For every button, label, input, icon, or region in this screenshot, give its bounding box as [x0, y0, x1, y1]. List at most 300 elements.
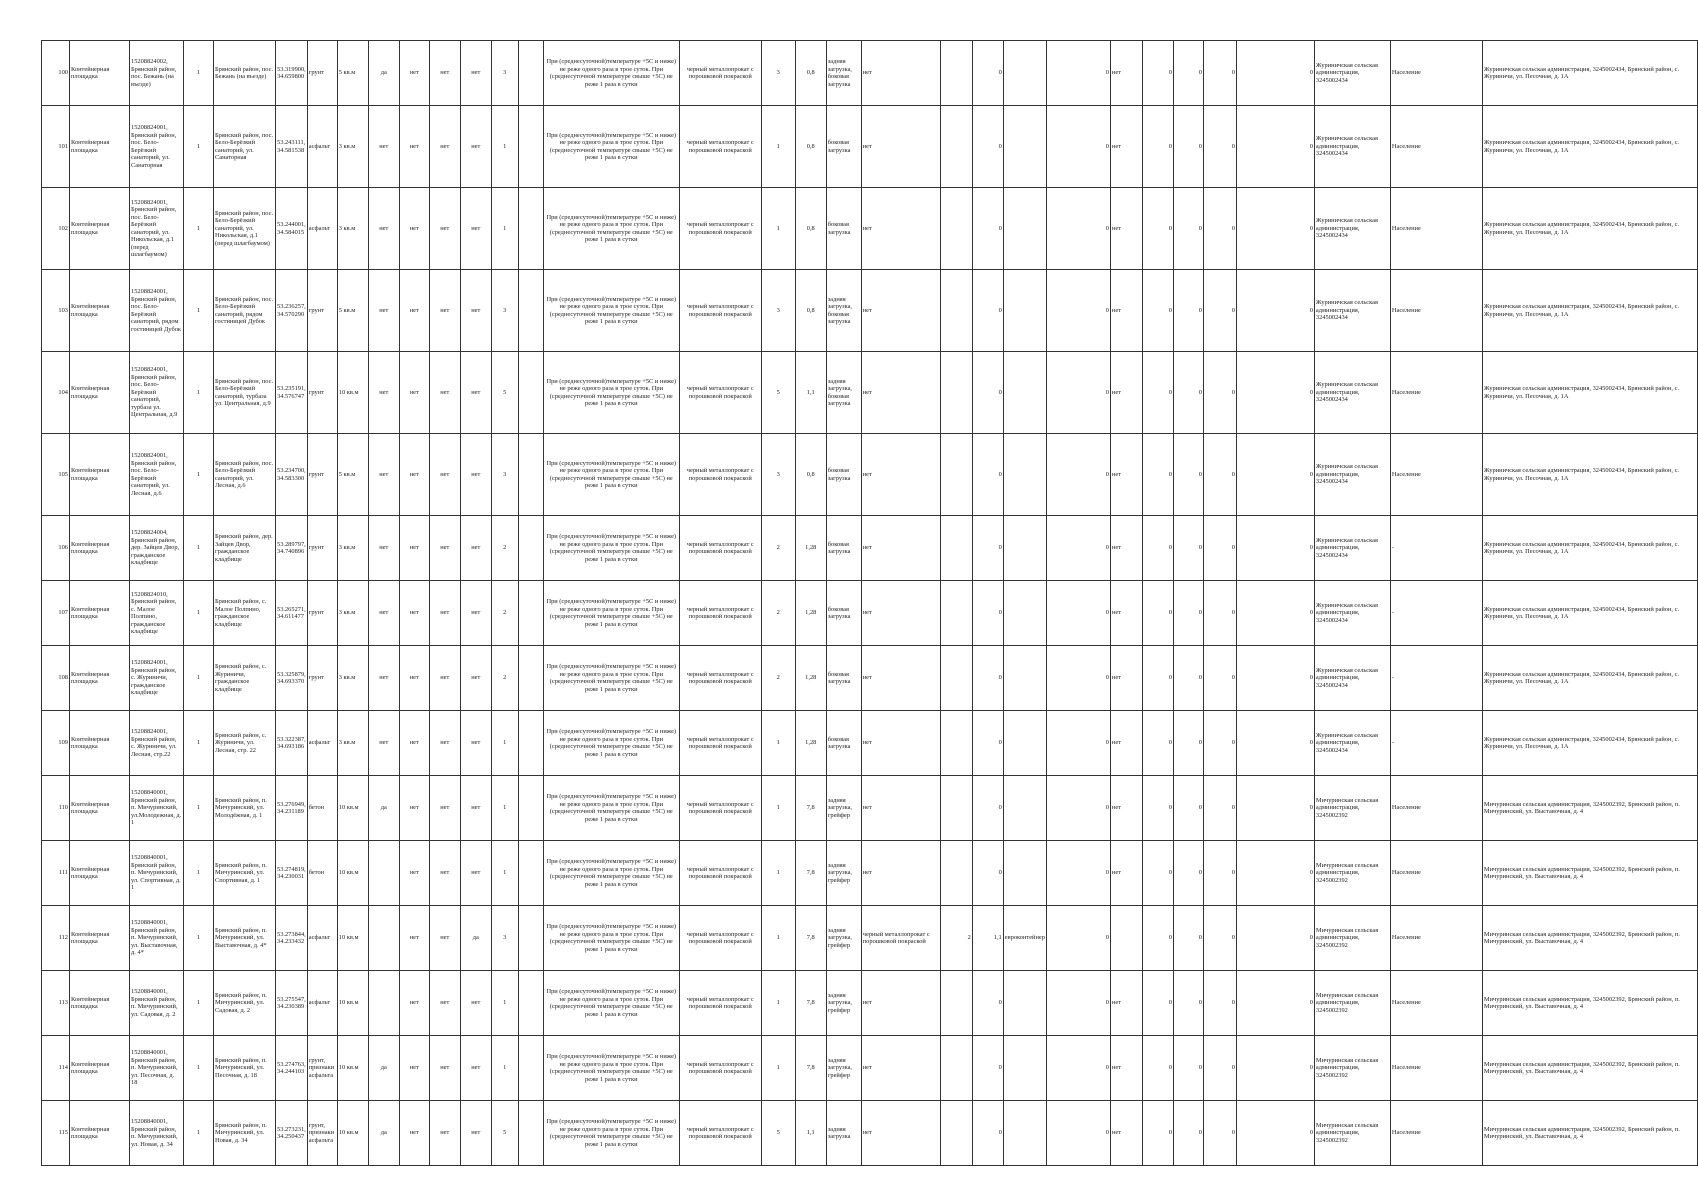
separate-count: 0 [1203, 1036, 1236, 1101]
bunker-planned: 0 [1173, 270, 1203, 352]
container-slots: 1 [491, 971, 518, 1036]
served-source: - [1390, 711, 1482, 776]
site-identifier: 15208824002, Брянский район, пос. Бежань (на въезде) [130, 41, 184, 106]
bunker-count: 0 [1046, 270, 1110, 352]
fence-flag: нет [368, 106, 399, 188]
drainage-flag: нет [429, 270, 460, 352]
canopy-flag: нет [399, 711, 429, 776]
unit-count: 1 [184, 581, 214, 646]
container-volume: 1,1 [795, 352, 826, 434]
canopy-flag: нет [399, 106, 429, 188]
bunker-volume: 0 [1142, 906, 1173, 971]
fence-flag: нет [368, 352, 399, 434]
loading-type: задняя загрузка, боковая загрузка [826, 352, 861, 434]
planned-type [1003, 841, 1046, 906]
planned-volume: 0 [972, 352, 1003, 434]
site-area: 10 кв.м [337, 352, 368, 434]
container-count: 1 [761, 711, 795, 776]
container-count: 2 [761, 646, 795, 711]
planned-count [940, 188, 972, 270]
container-volume: 0,8 [795, 270, 826, 352]
separate-count: 0 [1203, 711, 1236, 776]
bunker-planned: 0 [1173, 1036, 1203, 1101]
bunker-count: 0 [1046, 646, 1110, 711]
bunker-count: 0 [1046, 776, 1110, 841]
surface-type: асфальт [307, 906, 337, 971]
site-identifier: 15208840001, Брянский район, п. Мичуринский, ул.Молодежная, д. 1 [130, 776, 184, 841]
bunker-volume: 0 [1142, 971, 1173, 1036]
owner-info: Мичуринская сельская администрация, 3245002392 [1314, 971, 1390, 1036]
spacer-cell [518, 1036, 543, 1101]
collection-schedule: При (среднесуточной)температуре +5С и ниже) не реже одного раза в трое суток. При (среднесуточной температуре свыше +5С) не реже 1 раза в сутки [543, 841, 679, 906]
site-identifier: 15208824001, Брянский район, с. Журиничи, гражданское кладбище [130, 646, 184, 711]
canopy-flag: нет [399, 270, 429, 352]
site-type: Контейнерная площадка [70, 106, 130, 188]
bunker-volume: 0 [1142, 841, 1173, 906]
collection-schedule: При (среднесуточной)температуре +5С и ниже) не реже одного раза в трое суток. При (среднесуточной температуре свыше +5С) не реже 1 раза в сутки [543, 106, 679, 188]
loading-type: боковая загрузка [826, 434, 861, 516]
bunker-planned: 0 [1173, 434, 1203, 516]
spacer-cell [518, 270, 543, 352]
container-slots: 3 [491, 434, 518, 516]
table-row [42, 776, 1698, 841]
planned-count: 2 [940, 906, 972, 971]
collection-schedule: При (среднесуточной)температуре +5С и ниже) не реже одного раза в трое суток. При (среднесуточной температуре свыше +5С) не реже 1 раза в сутки [543, 352, 679, 434]
owner-info: Журиничская сельская администрация, 3245002434 [1314, 434, 1390, 516]
planned-type [1003, 776, 1046, 841]
site-area: 3 кв.м [337, 711, 368, 776]
site-area: 5 кв.м [337, 41, 368, 106]
spacer-cell [518, 711, 543, 776]
container-volume: 0,8 [795, 434, 826, 516]
bunker-material: нет [1110, 776, 1142, 841]
collection-schedule: При (среднесуточной)температуре +5С и ниже) не реже одного раза в трое суток. При (среднесуточной температуре свыше +5С) не реже 1 раза в сутки [543, 434, 679, 516]
container-volume: 1,28 [795, 711, 826, 776]
site-area: 10 кв.м [337, 971, 368, 1036]
table-row [42, 971, 1698, 1036]
owner-info: Журиничская сельская администрация, 3245002434 [1314, 188, 1390, 270]
site-coordinates: 53.273844, 34.233432 [276, 906, 308, 971]
lighting-flag: нет [460, 776, 491, 841]
container-count: 1 [761, 906, 795, 971]
row-number: 111 [42, 841, 70, 906]
bunker-volume: 0 [1142, 776, 1173, 841]
surface-type: грунт, признаки асфальта [307, 1101, 337, 1166]
container-sites-table [41, 40, 1698, 1166]
lighting-flag: нет [460, 41, 491, 106]
canopy-flag: нет [399, 776, 429, 841]
container-volume: 0,8 [795, 41, 826, 106]
planned-material: нет [861, 1101, 940, 1166]
owner-info: Мичуринская сельская администрация, 3245002392 [1314, 776, 1390, 841]
site-address: Брянский район, п. Мичуринский, ул. Спортивная, д. 1 [214, 841, 276, 906]
served-source: Население [1390, 106, 1482, 188]
container-slots: 3 [491, 41, 518, 106]
site-coordinates: 53.236257, 34.570290 [276, 270, 308, 352]
served-source: Население [1390, 352, 1482, 434]
planned-type [1003, 434, 1046, 516]
site-area: 3 кв.м [337, 581, 368, 646]
lighting-flag: нет [460, 581, 491, 646]
bunker-planned: 0 [1173, 352, 1203, 434]
table-row [42, 646, 1698, 711]
spacer-cell [518, 581, 543, 646]
row-number: 102 [42, 188, 70, 270]
lighting-flag: нет [460, 188, 491, 270]
site-identifier: 15208824001, Брянский район, с. Журиничи, ул. Лесная, стр.22 [130, 711, 184, 776]
canopy-flag: нет [399, 41, 429, 106]
collection-schedule: При (среднесуточной)температуре +5С и ниже) не реже одного раза в трое суток. При (среднесуточной температуре свыше +5С) не реже 1 раза в сутки [543, 581, 679, 646]
collection-schedule: При (среднесуточной)температуре +5С и ниже) не реже одного раза в трое суток. При (среднесуточной температуре свыше +5С) не реже 1 раза в сутки [543, 270, 679, 352]
fence-flag: да [368, 776, 399, 841]
spacer-cell [518, 646, 543, 711]
site-coordinates: 53.243111, 34.581538 [276, 106, 308, 188]
planned-count [940, 352, 972, 434]
site-address: Брянский район, пос. Бежань (на въезде) [214, 41, 276, 106]
bunker-count: 0 [1046, 906, 1110, 971]
site-coordinates: 53.275547, 34.230389 [276, 971, 308, 1036]
bunker-planned: 0 [1173, 906, 1203, 971]
container-volume: 7,8 [795, 906, 826, 971]
owner-info: Журиничская сельская администрация, 3245002434 [1314, 646, 1390, 711]
separate-volume: 0 [1236, 906, 1314, 971]
separate-count: 0 [1203, 646, 1236, 711]
loading-type: боковая загрузка [826, 516, 861, 581]
separate-volume: 0 [1236, 841, 1314, 906]
planned-count [940, 1101, 972, 1166]
site-area: 10 кв.м [337, 906, 368, 971]
bunker-material: нет [1110, 516, 1142, 581]
container-slots: 2 [491, 516, 518, 581]
bunker-volume: 0 [1142, 434, 1173, 516]
bunker-volume: 0 [1142, 41, 1173, 106]
fence-flag: нет [368, 646, 399, 711]
bunker-planned: 0 [1173, 581, 1203, 646]
site-address: Брянский район, с. Журиничи, гражданское кладбище [214, 646, 276, 711]
lighting-flag: нет [460, 1101, 491, 1166]
unit-count: 1 [184, 711, 214, 776]
planned-count [940, 841, 972, 906]
fence-flag: да [368, 1101, 399, 1166]
unit-count: 1 [184, 434, 214, 516]
organization-info: Журиничская сельская администрация, 3245002434, Брянский район, с. Журиничи, ул. Песочная, д. 1А [1482, 41, 1697, 106]
planned-volume: 0 [972, 1101, 1003, 1166]
separate-volume: 0 [1236, 1101, 1314, 1166]
served-source: Население [1390, 841, 1482, 906]
site-type: Контейнерная площадка [70, 841, 130, 906]
planned-type [1003, 352, 1046, 434]
owner-info: Мичуринская сельская администрация, 3245002392 [1314, 841, 1390, 906]
site-coordinates: 53.273231, 34.250437 [276, 1101, 308, 1166]
row-number: 115 [42, 1101, 70, 1166]
planned-volume: 0 [972, 711, 1003, 776]
unit-count: 1 [184, 1101, 214, 1166]
separate-volume: 0 [1236, 41, 1314, 106]
container-material: черный металлопрокат с порошковой покраской [679, 188, 761, 270]
container-volume: 0,8 [795, 106, 826, 188]
bunker-count: 0 [1046, 188, 1110, 270]
bunker-planned: 0 [1173, 711, 1203, 776]
collection-schedule: При (среднесуточной)температуре +5С и ниже) не реже одного раза в трое суток. При (среднесуточной температуре свыше +5С) не реже 1 раза в сутки [543, 188, 679, 270]
fence-flag: нет [368, 581, 399, 646]
site-address: Брянский район, п. Мичуринский, ул. Молодёжная, д. 1 [214, 776, 276, 841]
container-material: черный металлопрокат с порошковой покраской [679, 1036, 761, 1101]
site-address: Брянский район, п. Мичуринский, ул. Выставочная, д. 4* [214, 906, 276, 971]
planned-count [940, 971, 972, 1036]
planned-count [940, 711, 972, 776]
surface-type: грунт, признаки асфальта [307, 1036, 337, 1101]
served-source: Население [1390, 776, 1482, 841]
bunker-material: нет [1110, 971, 1142, 1036]
separate-volume: 0 [1236, 270, 1314, 352]
container-count: 2 [761, 581, 795, 646]
bunker-volume: 0 [1142, 581, 1173, 646]
container-material: черный металлопрокат с порошковой покраской [679, 971, 761, 1036]
organization-info: Мичуринская сельская администрация, 3245002392, Брянский район, п. Мичуринский, ул. Выставочная, д. 4 [1482, 1036, 1697, 1101]
separate-count: 0 [1203, 106, 1236, 188]
planned-material: нет [861, 581, 940, 646]
site-type: Контейнерная площадка [70, 1036, 130, 1101]
container-count: 3 [761, 41, 795, 106]
planned-volume: 0 [972, 581, 1003, 646]
loading-type: задняя загрузка [826, 1101, 861, 1166]
container-volume: 7,8 [795, 1036, 826, 1101]
bunker-count: 0 [1046, 41, 1110, 106]
planned-count [940, 516, 972, 581]
planned-material: нет [861, 841, 940, 906]
container-count: 1 [761, 1036, 795, 1101]
table-row [42, 434, 1698, 516]
fence-flag: нет [368, 434, 399, 516]
served-source: Население [1390, 434, 1482, 516]
site-address: Брянский район, пос. Бело-Берёзкий санаторий, ул. Санаторная [214, 106, 276, 188]
unit-count: 1 [184, 516, 214, 581]
loading-type: задняя загрузка, грейфер [826, 776, 861, 841]
spacer-cell [518, 106, 543, 188]
canopy-flag: нет [399, 841, 429, 906]
site-type: Контейнерная площадка [70, 711, 130, 776]
site-area: 10 кв.м [337, 1036, 368, 1101]
separate-count: 0 [1203, 188, 1236, 270]
bunker-planned: 0 [1173, 41, 1203, 106]
separate-count: 0 [1203, 270, 1236, 352]
row-number: 112 [42, 906, 70, 971]
fence-flag: нет [368, 516, 399, 581]
drainage-flag: нет [429, 841, 460, 906]
collection-schedule: При (среднесуточной)температуре +5С и ниже) не реже одного раза в трое суток. При (среднесуточной температуре свыше +5С) не реже 1 раза в сутки [543, 1101, 679, 1166]
unit-count: 1 [184, 1036, 214, 1101]
bunker-volume: 0 [1142, 352, 1173, 434]
surface-type: асфальт [307, 106, 337, 188]
site-identifier: 15208840001, Брянский район, п. Мичуринский, ул. Спортивная, д. 1 [130, 841, 184, 906]
separate-volume: 0 [1236, 711, 1314, 776]
planned-material: нет [861, 1036, 940, 1101]
separate-count: 0 [1203, 776, 1236, 841]
canopy-flag: нет [399, 646, 429, 711]
planned-volume: 0 [972, 1036, 1003, 1101]
planned-volume: 0 [972, 41, 1003, 106]
fence-flag: нет [368, 270, 399, 352]
bunker-count: 0 [1046, 434, 1110, 516]
container-count: 5 [761, 352, 795, 434]
planned-volume: 1,1 [972, 906, 1003, 971]
site-address: Брянский район, п. Мичуринский, ул. Садовая, д. 2 [214, 971, 276, 1036]
site-area: 3 кв.м [337, 188, 368, 270]
separate-count: 0 [1203, 906, 1236, 971]
spacer-cell [518, 41, 543, 106]
site-address: Брянский район, пос. Бело-Берёзкий санаторий, ул. Никольская, д.1 (перед шлагбаумом) [214, 188, 276, 270]
planned-material: нет [861, 434, 940, 516]
bunker-count: 0 [1046, 106, 1110, 188]
separate-count: 0 [1203, 352, 1236, 434]
drainage-flag: нет [429, 906, 460, 971]
site-address: Брянский район, с. Журиничи, ул. Лесная, стр. 22 [214, 711, 276, 776]
planned-volume: 0 [972, 841, 1003, 906]
bunker-planned: 0 [1173, 188, 1203, 270]
separate-count: 0 [1203, 971, 1236, 1036]
canopy-flag: нет [399, 188, 429, 270]
bunker-material: нет [1110, 646, 1142, 711]
owner-info: Журиничская сельская администрация, 3245002434 [1314, 106, 1390, 188]
drainage-flag: нет [429, 434, 460, 516]
drainage-flag: нет [429, 188, 460, 270]
spacer-cell [518, 1101, 543, 1166]
site-coordinates: 53.274763, 34.244103 [276, 1036, 308, 1101]
lighting-flag: нет [460, 434, 491, 516]
spacer-cell [518, 352, 543, 434]
surface-type: грунт [307, 352, 337, 434]
planned-count [940, 434, 972, 516]
row-number: 113 [42, 971, 70, 1036]
row-number: 107 [42, 581, 70, 646]
bunker-planned: 0 [1173, 516, 1203, 581]
site-address: Брянский район, пос. Бело-Берёзкий санаторий, ул. Лесная, д.6 [214, 434, 276, 516]
bunker-material: нет [1110, 581, 1142, 646]
planned-type [1003, 106, 1046, 188]
row-number: 105 [42, 434, 70, 516]
canopy-flag: нет [399, 516, 429, 581]
planned-volume: 0 [972, 270, 1003, 352]
planned-type [1003, 188, 1046, 270]
separate-volume: 0 [1236, 106, 1314, 188]
bunker-volume: 0 [1142, 270, 1173, 352]
container-count: 1 [761, 776, 795, 841]
container-slots: 1 [491, 188, 518, 270]
site-area: 5 кв.м [337, 270, 368, 352]
table-row [42, 711, 1698, 776]
loading-type: боковая загрузка [826, 646, 861, 711]
spacer-cell [518, 776, 543, 841]
site-area: 3 кв.м [337, 516, 368, 581]
canopy-flag: нет [399, 352, 429, 434]
container-material: черный металлопрокат с порошковой покраской [679, 434, 761, 516]
served-source: - [1390, 646, 1482, 711]
separate-count: 0 [1203, 581, 1236, 646]
planned-volume: 0 [972, 434, 1003, 516]
separate-volume: 0 [1236, 581, 1314, 646]
spacer-cell [518, 906, 543, 971]
unit-count: 1 [184, 270, 214, 352]
fence-flag: да [368, 41, 399, 106]
site-area: 3 кв.м [337, 106, 368, 188]
canopy-flag: нет [399, 434, 429, 516]
lighting-flag: нет [460, 646, 491, 711]
table-row [42, 581, 1698, 646]
planned-material: нет [861, 711, 940, 776]
container-material: черный металлопрокат с порошковой покраской [679, 646, 761, 711]
bunker-count: 0 [1046, 581, 1110, 646]
site-type: Контейнерная площадка [70, 188, 130, 270]
loading-type: боковая загрузка [826, 188, 861, 270]
site-type: Контейнерная площадка [70, 516, 130, 581]
fence-flag [368, 841, 399, 906]
unit-count: 1 [184, 41, 214, 106]
site-coordinates: 53.235191, 34.576747 [276, 352, 308, 434]
site-coordinates: 53.322387, 34.693186 [276, 711, 308, 776]
container-slots: 2 [491, 646, 518, 711]
organization-info: Журиничская сельская администрация, 3245002434, Брянский район, с. Журиничи, ул. Песочная, д. 1А [1482, 516, 1697, 581]
loading-type: задняя загрузка, грейфер [826, 841, 861, 906]
bunker-material: нет [1110, 1036, 1142, 1101]
bunker-volume: 0 [1142, 106, 1173, 188]
container-slots: 3 [491, 270, 518, 352]
surface-type: грунт [307, 581, 337, 646]
bunker-material: нет [1110, 41, 1142, 106]
row-number: 106 [42, 516, 70, 581]
bunker-material: нет [1110, 841, 1142, 906]
bunker-count: 0 [1046, 841, 1110, 906]
container-slots: 5 [491, 352, 518, 434]
served-source: - [1390, 581, 1482, 646]
served-source: Население [1390, 971, 1482, 1036]
site-coordinates: 53.319900, 34.659800 [276, 41, 308, 106]
bunker-planned: 0 [1173, 1101, 1203, 1166]
table-row [42, 41, 1698, 106]
bunker-count: 0 [1046, 971, 1110, 1036]
container-count: 1 [761, 188, 795, 270]
table-row [42, 516, 1698, 581]
site-type: Контейнерная площадка [70, 270, 130, 352]
bunker-material: нет [1110, 352, 1142, 434]
site-type: Контейнерная площадка [70, 906, 130, 971]
collection-schedule: При (среднесуточной)температуре +5С и ниже) не реже одного раза в трое суток. При (среднесуточной температуре свыше +5С) не реже 1 раза в сутки [543, 906, 679, 971]
separate-count: 0 [1203, 434, 1236, 516]
container-slots: 3 [491, 906, 518, 971]
site-address: Брянский район, дер. Зайцев Двор, гражданское кладбище [214, 516, 276, 581]
site-area: 3 кв.м [337, 646, 368, 711]
bunker-planned: 0 [1173, 646, 1203, 711]
container-material: черный металлопрокат с порошковой покраской [679, 776, 761, 841]
site-area: 5 кв.м [337, 434, 368, 516]
bunker-count: 0 [1046, 1101, 1110, 1166]
served-source: Население [1390, 1036, 1482, 1101]
site-identifier: 15208840001, Брянский район, п. Мичуринский, ул. Выставочная, д. 4* [130, 906, 184, 971]
bunker-volume: 0 [1142, 711, 1173, 776]
site-type: Контейнерная площадка [70, 434, 130, 516]
separate-count: 0 [1203, 41, 1236, 106]
drainage-flag: нет [429, 646, 460, 711]
unit-count: 1 [184, 906, 214, 971]
lighting-flag: нет [460, 352, 491, 434]
container-volume: 7,8 [795, 971, 826, 1036]
container-volume: 0,8 [795, 188, 826, 270]
organization-info: Журиничская сельская администрация, 3245002434, Брянский район, с. Журиничи, ул. Песочная, д. 1А [1482, 106, 1697, 188]
drainage-flag: нет [429, 711, 460, 776]
site-coordinates: 53.325879, 34.693370 [276, 646, 308, 711]
container-slots: 1 [491, 106, 518, 188]
table-row [42, 270, 1698, 352]
bunker-count: 0 [1046, 352, 1110, 434]
